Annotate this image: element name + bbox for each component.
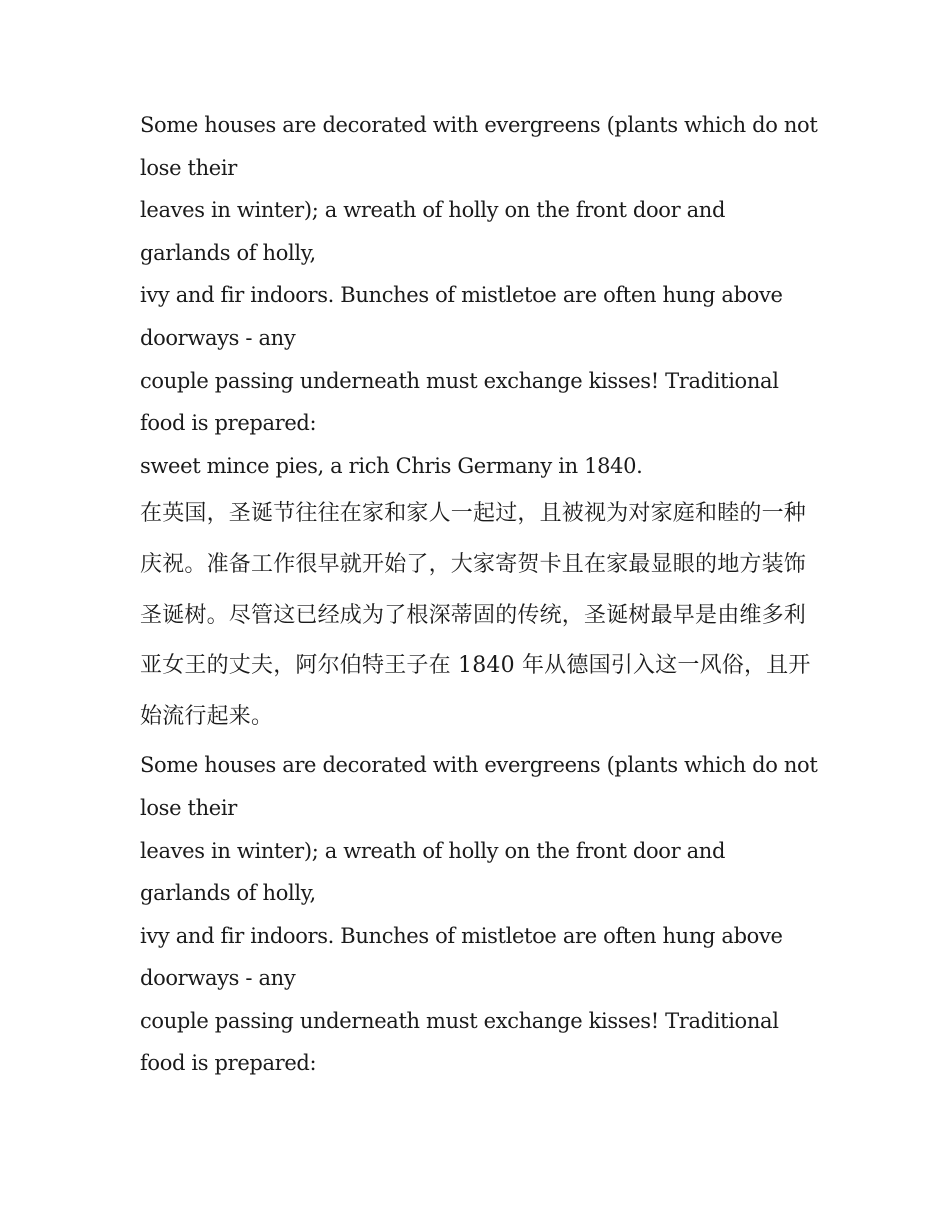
english-line: leaves in winter); a wreath of holly on the front door and garlands of holly, xyxy=(140,198,726,265)
english-line: Some houses are decorated with evergreens (plants which do not lose their xyxy=(140,113,818,180)
chinese-paragraph: 在英国，圣诞节往往在家和家人一起过，且被视为对家庭和睦的一种庆祝。准备工作很早就开始了，大家寄贺卡且在家最显眼的地方装饰圣诞树。尽管这已经成为了根深蒂固的传统，圣诞树最早是由维多利亚女王的丈夫，阿尔伯特王子在 1840 年从德国引入这一风俗，且开始流行起来。 xyxy=(140,501,811,729)
english-line: sweet mince pies, a rich Chris Germany in 1840. xyxy=(140,453,643,478)
english-line: Some houses are decorated with evergreens (plants which do not lose their xyxy=(140,753,818,820)
english-line: couple passing underneath must exchange kisses! Traditional food is prepared: xyxy=(140,368,779,436)
document-page xyxy=(140,104,820,1085)
english-line: ivy and fir indoors. Bunches of mistletoe are often hung above doorways - any xyxy=(140,283,783,350)
english-line: couple passing underneath must exchange kisses! Traditional food is prepared: xyxy=(140,1008,779,1076)
english-line: ivy and fir indoors. Bunches of mistletoe are often hung above doorways - any xyxy=(140,923,783,991)
english-line: leaves in winter); a wreath of holly on the front door and garlands of holly, xyxy=(140,838,726,906)
